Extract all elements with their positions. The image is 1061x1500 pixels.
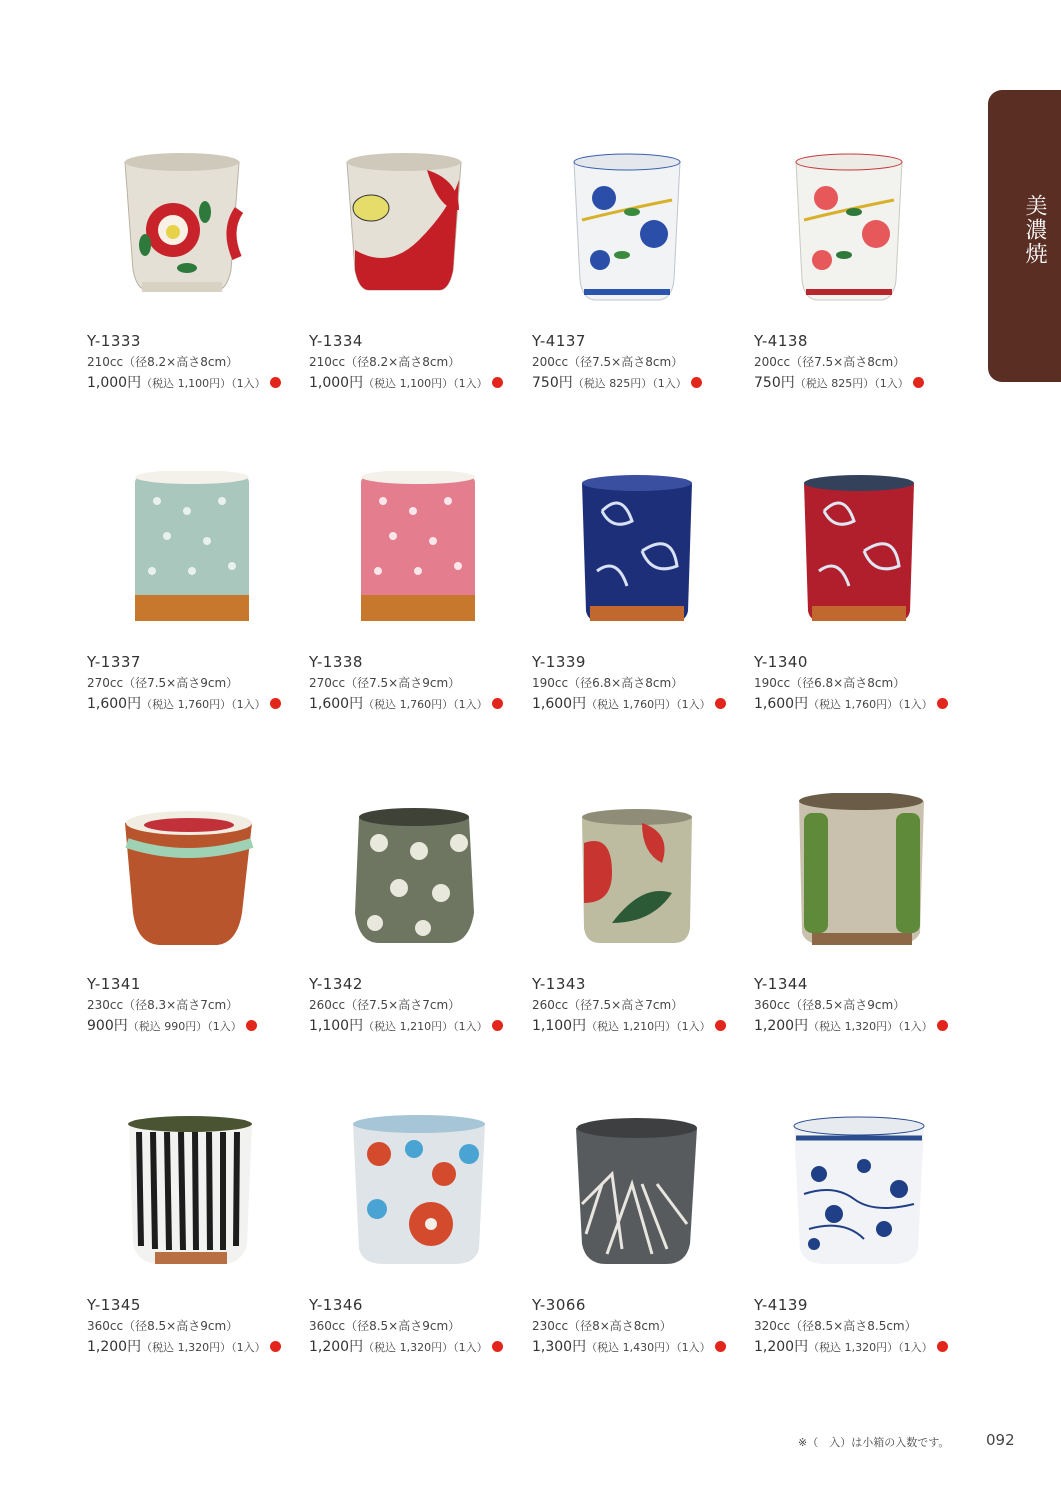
- product-item: [87, 793, 312, 1043]
- price: 1,000円: [309, 375, 364, 391]
- red-dot-icon: [913, 377, 924, 388]
- cup-image: [97, 1114, 267, 1274]
- cup-image: [542, 471, 712, 631]
- product-code: Y-1342: [309, 975, 363, 993]
- product-spec: 190cc（径6.8×高さ8cm）: [532, 676, 684, 690]
- price-tax: （税込 1,320円）（1入）: [141, 1341, 266, 1354]
- product-item: [532, 150, 757, 400]
- product-spec: 360cc（径8.5×高さ9cm）: [754, 998, 906, 1012]
- price-line: [309, 693, 503, 713]
- red-dot-icon: [715, 698, 726, 709]
- red-dot-icon: [691, 377, 702, 388]
- cup-image: [319, 471, 489, 631]
- price-line: [87, 1015, 257, 1035]
- red-dot-icon: [246, 1020, 257, 1031]
- product-code: Y-1334: [309, 332, 363, 350]
- red-dot-icon: [937, 1341, 948, 1352]
- red-dot-icon: [492, 377, 503, 388]
- product-item: [87, 471, 312, 721]
- cup-image: [97, 471, 267, 631]
- red-dot-icon: [937, 1020, 948, 1031]
- cup-image: [97, 150, 267, 310]
- price-line: [532, 693, 726, 713]
- price: 1,200円: [309, 1339, 364, 1355]
- product-code: Y-4138: [754, 332, 808, 350]
- product-spec: 270cc（径7.5×高さ9cm）: [309, 676, 461, 690]
- cup-image: [542, 150, 712, 310]
- product-spec: 320cc（径8.5×高さ8.5cm）: [754, 1319, 917, 1333]
- product-code: Y-1337: [87, 653, 141, 671]
- product-item: [309, 471, 534, 721]
- price-tax: （税込 990円）（1入）: [127, 1020, 242, 1033]
- product-item: [532, 1114, 757, 1364]
- red-dot-icon: [937, 698, 948, 709]
- price: 750円: [532, 375, 573, 391]
- cup-image: [97, 793, 267, 953]
- price: 1,600円: [309, 696, 364, 712]
- price: 1,600円: [87, 696, 142, 712]
- price: 1,200円: [754, 1018, 809, 1034]
- red-dot-icon: [270, 1341, 281, 1352]
- product-code: Y-1340: [754, 653, 808, 671]
- price-tax: （税込 825円）（1入）: [794, 377, 909, 390]
- red-dot-icon: [270, 698, 281, 709]
- price: 1,100円: [309, 1018, 364, 1034]
- red-dot-icon: [715, 1341, 726, 1352]
- product-code: Y-4137: [532, 332, 586, 350]
- price-tax: （税込 1,210円）（1入）: [363, 1020, 488, 1033]
- product-item: [754, 150, 979, 400]
- cup-image: [319, 793, 489, 953]
- product-code: Y-1344: [754, 975, 808, 993]
- cup-image: [764, 471, 934, 631]
- price-line: [87, 372, 281, 392]
- product-item: [532, 793, 757, 1043]
- red-dot-icon: [270, 377, 281, 388]
- footnote: ※（ 入）は小箱の入数です。: [798, 1436, 950, 1449]
- price: 1,300円: [532, 1339, 587, 1355]
- product-spec: 360cc（径8.5×高さ9cm）: [87, 1319, 239, 1333]
- price-line: [754, 1015, 948, 1035]
- price: 1,000円: [87, 375, 142, 391]
- price-tax: （税込 1,430円）（1入）: [586, 1341, 711, 1354]
- price-tax: （税込 1,100円）（1入）: [363, 377, 488, 390]
- product-code: Y-1346: [309, 1296, 363, 1314]
- price-tax: （税込 1,320円）（1入）: [808, 1020, 933, 1033]
- price: 1,200円: [87, 1339, 142, 1355]
- product-spec: 230cc（径8×高さ8cm）: [532, 1319, 672, 1333]
- red-dot-icon: [492, 1020, 503, 1031]
- page-number: 092: [986, 1431, 1015, 1449]
- product-code: Y-1339: [532, 653, 586, 671]
- price-line: [309, 1015, 503, 1035]
- price-line: [309, 372, 503, 392]
- product-item: [532, 471, 757, 721]
- price: 1,100円: [532, 1018, 587, 1034]
- product-spec: 360cc（径8.5×高さ9cm）: [309, 1319, 461, 1333]
- product-spec: 260cc（径7.5×高さ7cm）: [532, 998, 684, 1012]
- price: 1,600円: [532, 696, 587, 712]
- cup-image: [319, 1114, 489, 1274]
- price-line: [754, 693, 948, 713]
- price: 750円: [754, 375, 795, 391]
- red-dot-icon: [492, 698, 503, 709]
- price: 900円: [87, 1018, 128, 1034]
- price-line: [754, 372, 924, 392]
- cup-image: [319, 150, 489, 310]
- price: 1,600円: [754, 696, 809, 712]
- product-item: [87, 1114, 312, 1364]
- category-tab-label: 美濃焼: [1022, 194, 1047, 266]
- price-line: [87, 1336, 281, 1356]
- price-tax: （税込 1,100円）（1入）: [141, 377, 266, 390]
- price-line: [532, 1336, 726, 1356]
- product-item: [309, 793, 534, 1043]
- cup-image: [542, 793, 712, 953]
- product-code: Y-1338: [309, 653, 363, 671]
- product-item: [309, 150, 534, 400]
- product-item: [754, 793, 979, 1043]
- product-code: Y-4139: [754, 1296, 808, 1314]
- price-tax: （税込 1,320円）（1入）: [363, 1341, 488, 1354]
- price-tax: （税込 1,760円）（1入）: [586, 698, 711, 711]
- product-code: Y-3066: [532, 1296, 586, 1314]
- product-code: Y-1345: [87, 1296, 141, 1314]
- cup-image: [542, 1114, 712, 1274]
- product-item: [309, 1114, 534, 1364]
- price-tax: （税込 1,760円）（1入）: [808, 698, 933, 711]
- cup-image: [764, 150, 934, 310]
- price-tax: （税込 1,760円）（1入）: [363, 698, 488, 711]
- category-tab: [988, 90, 1061, 382]
- price-tax: （税込 1,320円）（1入）: [808, 1341, 933, 1354]
- product-code: Y-1343: [532, 975, 586, 993]
- price-line: [309, 1336, 503, 1356]
- product-spec: 200cc（径7.5×高さ8cm）: [754, 355, 906, 369]
- cup-image: [764, 793, 934, 953]
- product-spec: 210cc（径8.2×高さ8cm）: [87, 355, 239, 369]
- price-tax: （税込 1,760円）（1入）: [141, 698, 266, 711]
- product-spec: 260cc（径7.5×高さ7cm）: [309, 998, 461, 1012]
- cup-image: [764, 1114, 934, 1274]
- price-line: [532, 372, 702, 392]
- product-item: [754, 471, 979, 721]
- product-spec: 210cc（径8.2×高さ8cm）: [309, 355, 461, 369]
- product-item: [87, 150, 312, 400]
- red-dot-icon: [492, 1341, 503, 1352]
- product-item: [754, 1114, 979, 1364]
- product-spec: 200cc（径7.5×高さ8cm）: [532, 355, 684, 369]
- price-tax: （税込 1,210円）（1入）: [586, 1020, 711, 1033]
- product-code: Y-1333: [87, 332, 141, 350]
- product-spec: 270cc（径7.5×高さ9cm）: [87, 676, 239, 690]
- price: 1,200円: [754, 1339, 809, 1355]
- red-dot-icon: [715, 1020, 726, 1031]
- price-line: [754, 1336, 948, 1356]
- price-line: [87, 693, 281, 713]
- price-tax: （税込 825円）（1入）: [572, 377, 687, 390]
- price-line: [532, 1015, 726, 1035]
- product-spec: 230cc（径8.3×高さ7cm）: [87, 998, 239, 1012]
- product-spec: 190cc（径6.8×高さ8cm）: [754, 676, 906, 690]
- product-code: Y-1341: [87, 975, 141, 993]
